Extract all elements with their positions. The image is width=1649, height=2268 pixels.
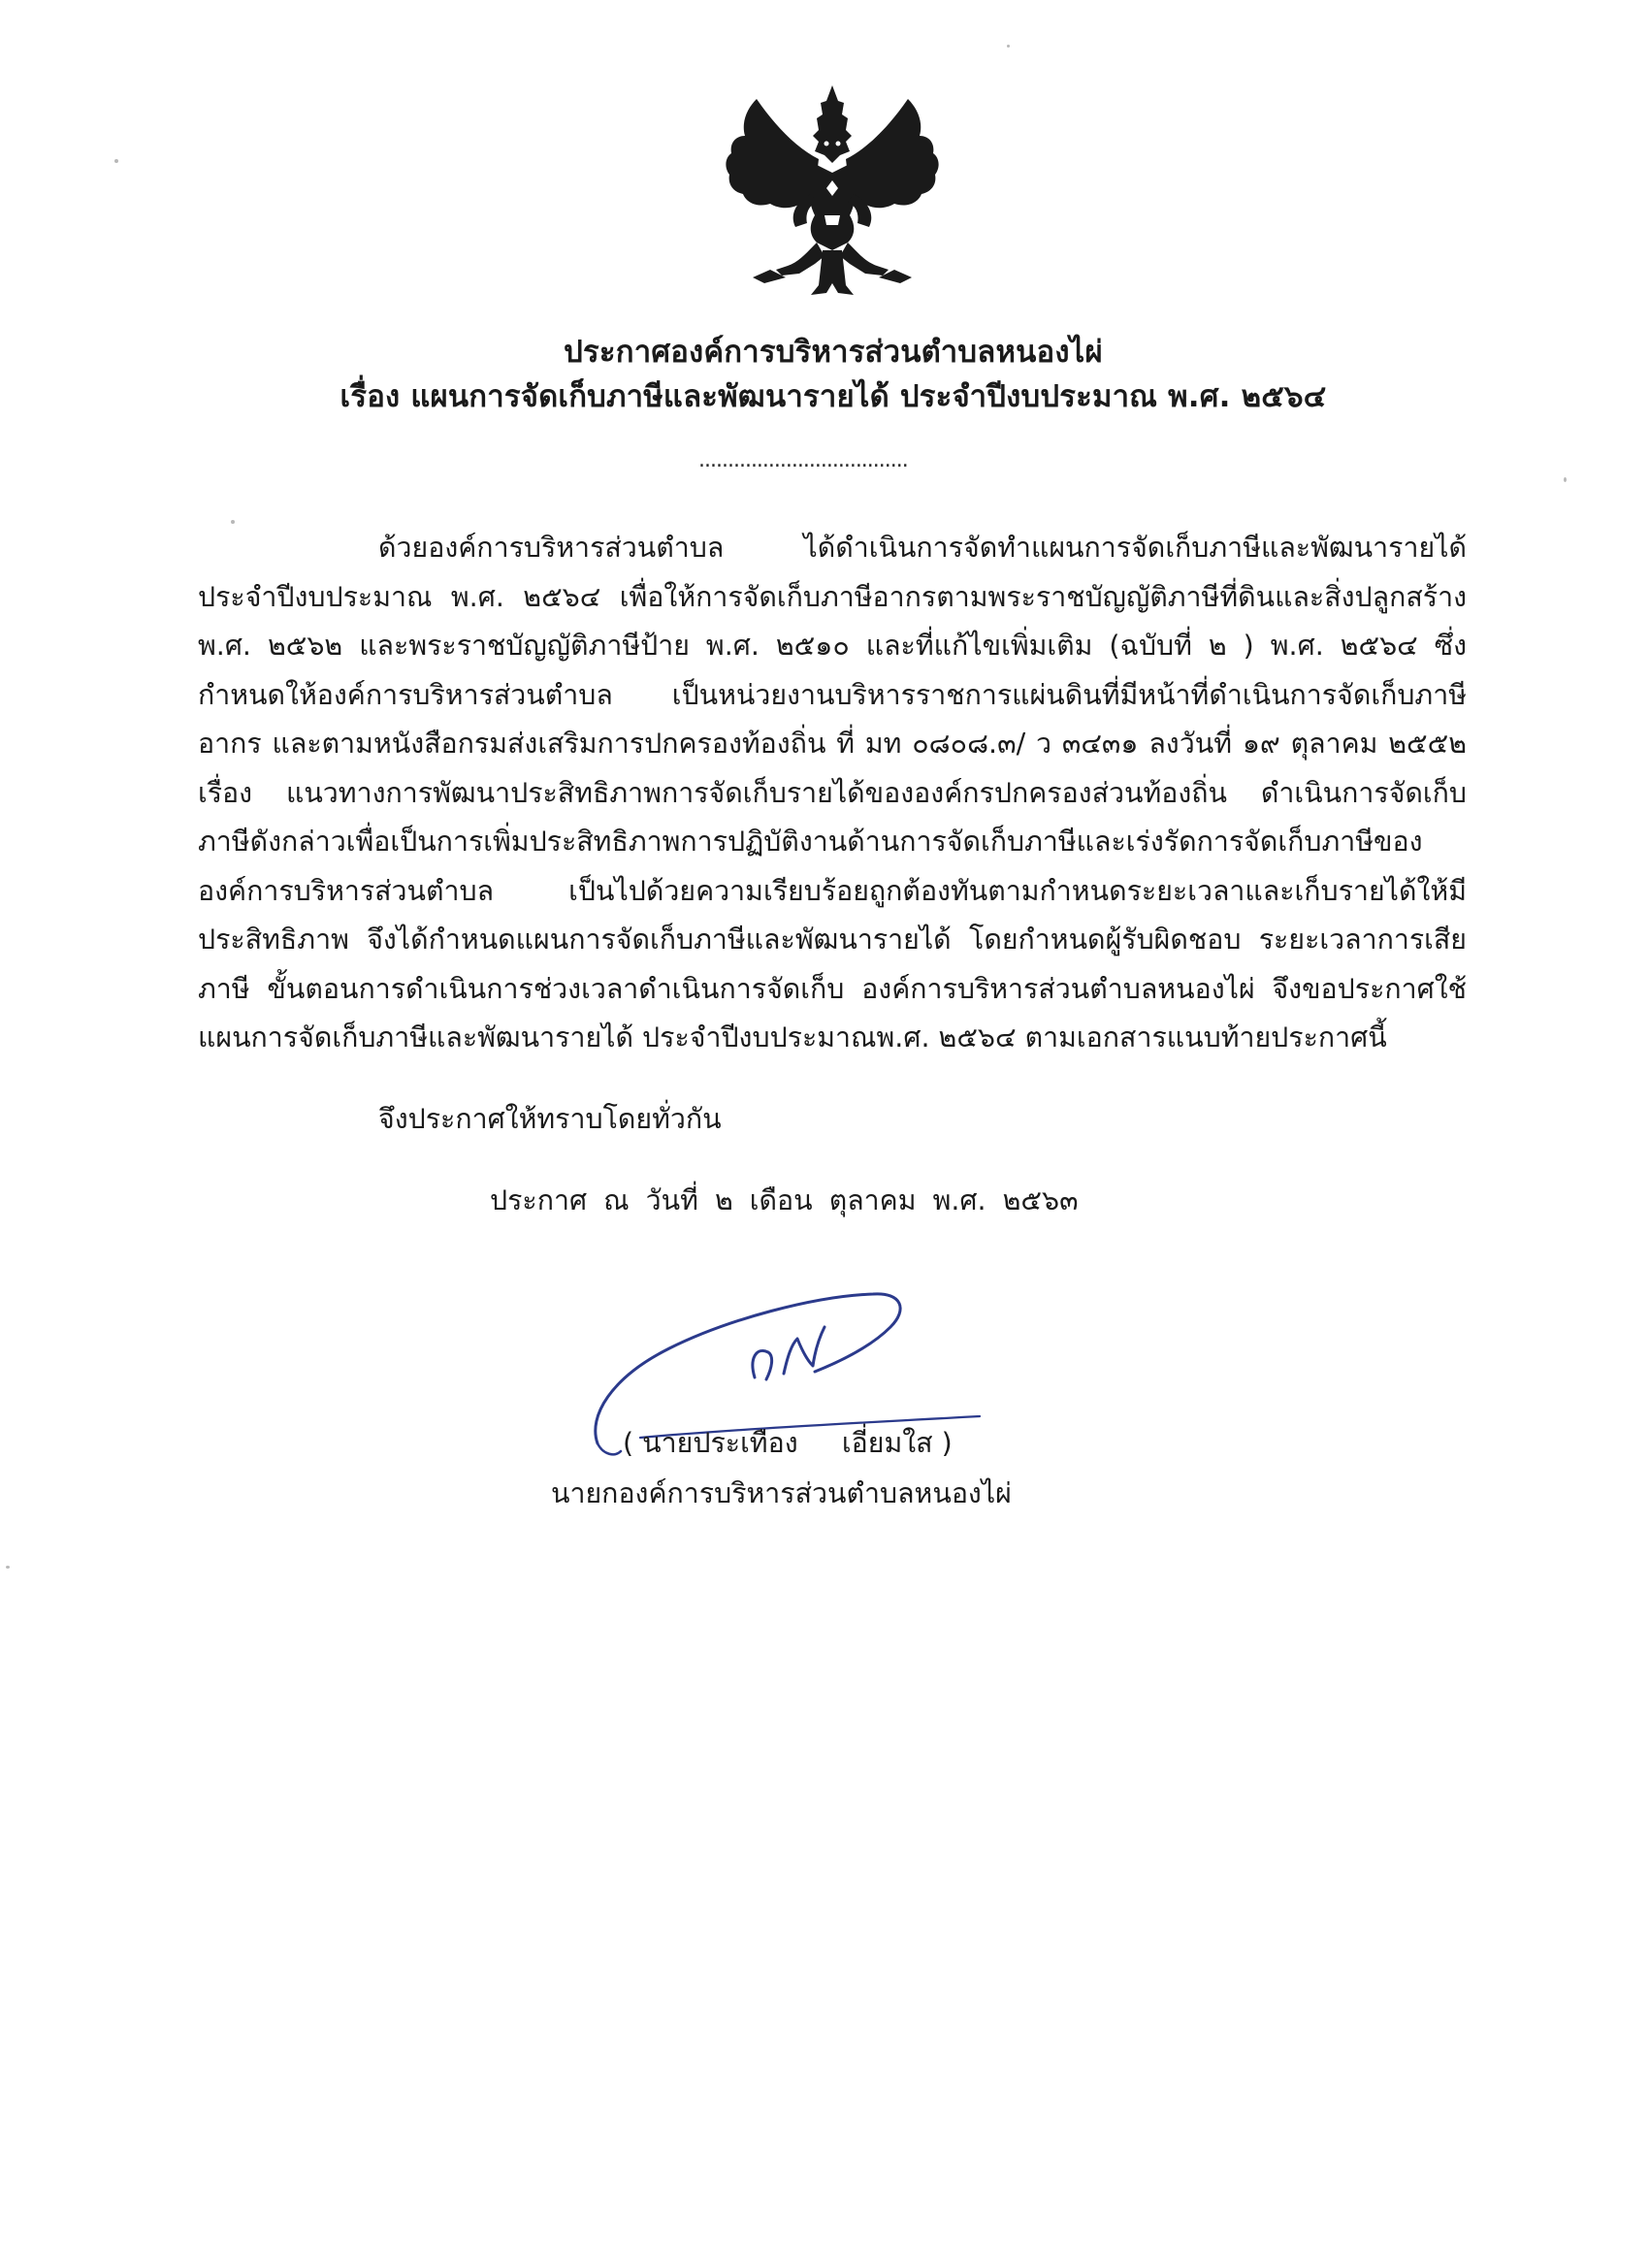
paper-speck	[1564, 477, 1567, 482]
garuda-emblem-icon	[718, 80, 947, 303]
paper-speck	[231, 520, 235, 524]
paper-speck	[114, 159, 118, 163]
paper-speck	[1007, 45, 1010, 48]
title-block	[0, 330, 1649, 419]
body-paragraph: ด้วยองค์การบริหารส่วนตำบล ได้ดำเนินการจัดทำแผนการจัดเก็บภาษีและพัฒนารายได้ประจำปีงบประมาณ พ.ศ. ๒๕๖๔ เพื่อให้การจัดเก็บภาษีอากรตามพระราชบัญญัติภาษีที่ดินและสิ่งปลูกสร้าง พ.ศ. ๒๕๖๒ และพระราชบัญญัติภาษีป้าย พ.ศ. ๒๕๑๐ และที่แก้ไขเพิ่มเติม (ฉบับที่ ๒ ) พ.ศ. ๒๕๖๔ ซึ่งกำหนดให้องค์การบริหารส่วนตำบล เป็นหน่วยงานบริหารราชการแผ่นดินที่มีหน้าที่ดำเนินการจัดเก็บภาษีอากร และตามหนังสือกรมส่งเสริมการปกครองท้องถิ่น ที่ มท ๐๘๐๘.๓/ ว ๓๔๓๑ ลงวันที่ ๑๙ ตุลาคม ๒๕๕๒ เรื่อง แนวทางการพัฒนาประสิทธิภาพการจัดเก็บรายได้ขององค์กรปกครองส่วนท้องถิ่น ดำเนินการจัดเก็บภาษีดังกล่าวเพื่อเป็นการเพิ่มประสิทธิภาพการปฏิบัติงานด้านการจัดเก็บภาษีและเร่งรัดการจัดเก็บภาษีขององค์การบริหารส่วนตำบล เป็นไปด้วยความเรียบร้อยถูกต้องทันตามกำหนดระยะเวลาและเก็บรายได้ให้มีประสิทธิภาพ จึงได้กำหนดแผนการจัดเก็บภาษีและพัฒนารายได้ โดยกำหนดผู้รับผิดชอบ ระยะเวลาการเสียภาษี ขั้นตอนการดำเนินการช่วงเวลาดำเนินการจัดเก็บ องค์การบริหารส่วนตำบลหนองไผ่ จึงขอประกาศใช้แผนการจัดเก็บภาษีและพัฒนารายได้ ประจำปีงบประมาณพ.ศ. ๒๕๖๔ ตามเอกสารแนบท้ายประกาศนี้	[198, 532, 1467, 1053]
page-title: ประกาศองค์การบริหารส่วนตำบลหนองไผ่	[564, 335, 1103, 370]
announcement-date: ประกาศ ณ วันที่ ๒ เดือน ตุลาคม พ.ศ. ๒๕๖๓	[490, 1184, 1079, 1216]
paper-speck	[6, 1566, 10, 1569]
signer-position: นายกองค์การบริหารส่วนตำบลหนองไผ่	[551, 1477, 1012, 1509]
title-separator: ....................................	[698, 448, 908, 472]
subject-line: เรื่อง แผนการจัดเก็บภาษีและพัฒนารายได้ ประจำปีงบประมาณ พ.ศ. ๒๕๖๔	[340, 379, 1327, 414]
closing-line: จึงประกาศให้ทราบโดยทั่วกัน	[378, 1103, 722, 1135]
signer-name: ( นายประเทือง เอี่ยมใส )	[623, 1427, 953, 1459]
